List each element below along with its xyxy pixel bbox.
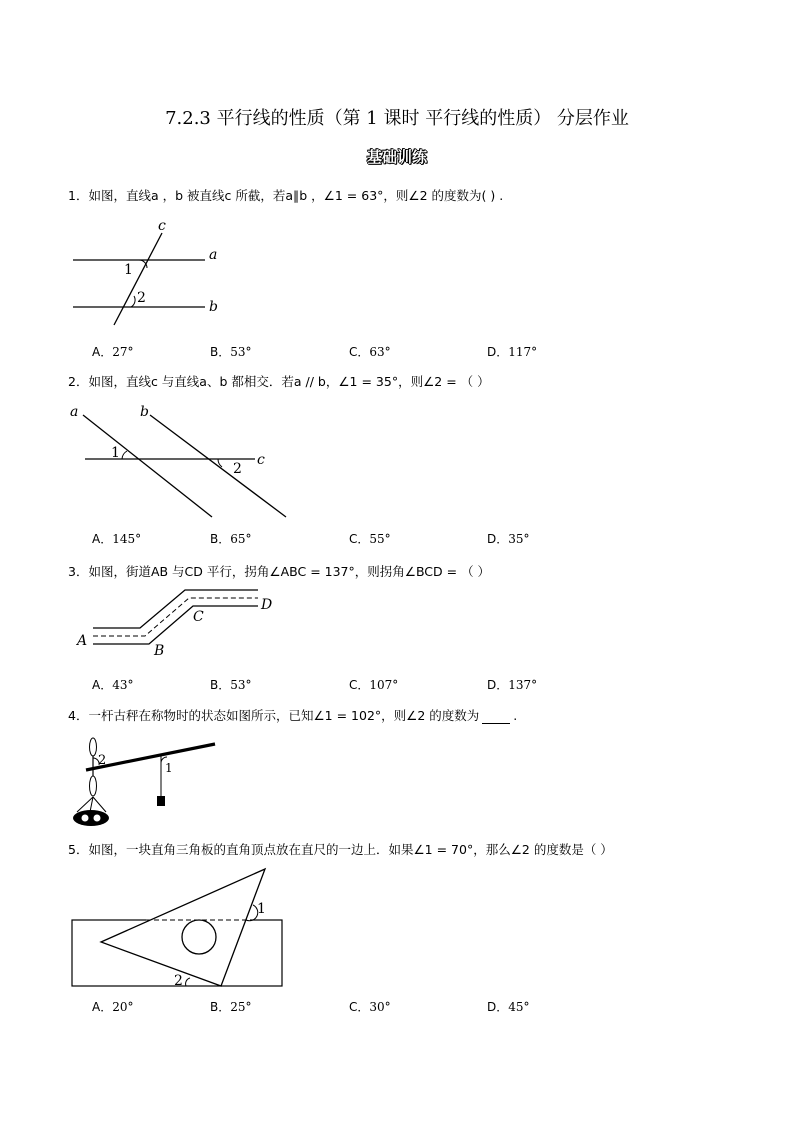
- q2-option-d[interactable]: D．35°: [487, 532, 530, 546]
- q3-option-a[interactable]: A．43°: [92, 678, 134, 692]
- q2-option-b[interactable]: B．65°: [210, 532, 252, 546]
- q3-label-C: C: [193, 609, 204, 625]
- q3-option-d[interactable]: D．137°: [487, 678, 538, 692]
- q5-option-d[interactable]: D．45°: [487, 1000, 530, 1014]
- q2-label-b: b: [140, 404, 149, 420]
- q5-option-a[interactable]: A．20°: [92, 1000, 134, 1014]
- question-2-stem: 2．如图，直线c 与直线a、b 都相交．若a // b，∠1 = 35°，则∠2 = （ ）: [68, 374, 490, 389]
- q3-label-B: B: [154, 643, 165, 659]
- q4-label-1: 1: [165, 761, 173, 775]
- q1-label-a: a: [209, 247, 218, 263]
- q1-label-1: 1: [124, 262, 133, 278]
- q1-option-c[interactable]: C．63°: [349, 345, 391, 359]
- q4-label-2: 2: [98, 753, 107, 768]
- q5-option-c[interactable]: C．30°: [349, 1000, 391, 1014]
- q1-label-c: c: [158, 218, 166, 234]
- section-heading: 基础训练: [366, 148, 427, 166]
- q5-label-1: 1: [257, 901, 266, 917]
- q2-label-c: c: [257, 452, 265, 468]
- q1-option-d[interactable]: D．117°: [487, 345, 538, 359]
- q1-label-2: 2: [137, 290, 146, 306]
- q5-option-b[interactable]: B．25°: [210, 1000, 252, 1014]
- q3-label-A: A: [77, 633, 88, 649]
- q1-option-b[interactable]: B．53°: [210, 345, 252, 359]
- question-5-stem: 5．如图，一块直角三角板的直角顶点放在直尺的一边上．如果∠1 = 70°，那么∠2 的度数是（ ）: [68, 842, 613, 857]
- q2-option-a[interactable]: A．145°: [92, 532, 142, 546]
- q3-option-b[interactable]: B．53°: [210, 678, 252, 692]
- q1-option-a[interactable]: A．27°: [92, 345, 134, 359]
- q5-label-2: 2: [174, 973, 183, 989]
- q1-label-b: b: [209, 299, 218, 315]
- q3-option-c[interactable]: C．107°: [349, 678, 399, 692]
- q2-label-1: 1: [111, 445, 120, 461]
- page-title: 7.2.3 平行线的性质（第 1 课时 平行线的性质） 分层作业: [165, 108, 629, 129]
- q2-label-2: 2: [233, 461, 242, 477]
- q3-label-D: D: [261, 597, 273, 613]
- q2-option-c[interactable]: C．55°: [349, 532, 391, 546]
- question-1-stem: 1．如图，直线a ，b 被直线c 所截，若a∥b ，∠1 = 63°，则∠2 的度数为( ) .: [68, 188, 504, 203]
- q2-label-a: a: [70, 404, 79, 420]
- question-4-stem: 4．一杆古秤在称物时的状态如图所示，已知∠1 = 102°，则∠2 的度数为 .: [68, 708, 518, 723]
- question-3-stem: 3．如图，街道AB 与CD 平行，拐角∠ABC = 137°，则拐角∠BCD = （ ）: [68, 564, 491, 579]
